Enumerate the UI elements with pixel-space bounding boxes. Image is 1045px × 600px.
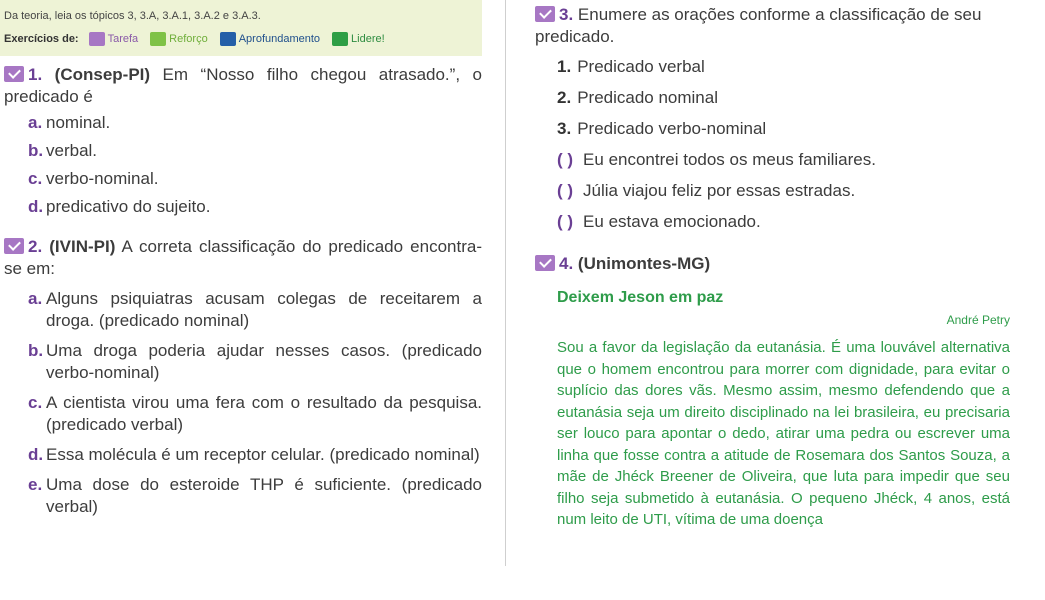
category-label: Tarefa xyxy=(107,33,139,45)
left-column xyxy=(4,64,482,518)
aprofundamento-icon xyxy=(220,32,236,46)
option-d: d. predicativo do sujeito. xyxy=(28,197,211,216)
option-b: b. Uma droga poderia ajudar nesses casos. (predicado verbo-nominal) xyxy=(28,341,482,382)
tarefa-check-icon xyxy=(535,6,555,22)
tarefa-icon xyxy=(89,32,105,46)
category-reforco xyxy=(150,32,208,46)
answer-item: ( ) Eu estava emocionado. xyxy=(557,212,761,231)
option-c: c. A cientista virou uma fera com o resultado da pesquisa. (predicado verbal) xyxy=(28,393,482,434)
category-aprofundamento xyxy=(220,32,320,46)
text-body: Sou a favor da legislação da eutanásia. É uma louvável alternativa que o homem encontrou para morrer com dignidade, para evitar o suplício das dores vãs. Mesmo assim, mesmo defendendo que a eutanásia seja um direito disciplinado na lei brasileira, eu precisaria ser louco para apontar o dedo, atirar uma pedra ou escrever uma linha que fosse contra a atitude de Rosemara dos Santos Souza, a mãe de Jhéck Breener de Oliveira, que luta para impedir que seu filho seja submetido à eutanásia. O pequeno Jhéck, 4 anos, está num leito de UTI, vítima de uma doença xyxy=(557,339,1010,528)
category-tarefa xyxy=(89,32,139,46)
tarefa-check-icon xyxy=(4,66,24,82)
question-source: (Consep-PI) xyxy=(54,65,151,84)
lidere-icon xyxy=(332,32,348,46)
question-4-stem xyxy=(535,253,1010,275)
category-lidere xyxy=(332,32,385,46)
tarefa-check-icon xyxy=(4,238,24,254)
reforco-icon xyxy=(150,32,166,46)
right-column xyxy=(535,4,1010,531)
category-label: Aprofundamento xyxy=(238,33,321,45)
answer-item: ( ) Júlia viajou feliz por essas estradas. xyxy=(557,181,856,200)
exercise-banner xyxy=(0,0,482,56)
question-source: (IVIN-PI) xyxy=(49,237,116,256)
question-number: 1. xyxy=(28,65,43,84)
question-text: Em “Nosso filho chegou atrasado.”, o predicado é xyxy=(4,65,482,106)
category-label: Lidere! xyxy=(351,33,385,45)
text-author: André Petry xyxy=(946,313,1010,327)
list-item: 3. Predicado verbo-nominal xyxy=(557,119,767,138)
option-d: d. Essa molécula é um receptor celular. (predicado nominal) xyxy=(28,445,480,464)
question-number: 3. xyxy=(559,5,574,24)
exercise-categories xyxy=(4,32,397,46)
question-1-stem xyxy=(4,64,482,108)
list-item: 2. Predicado nominal xyxy=(557,88,718,107)
question-1 xyxy=(4,64,482,218)
theory-instruction: Da teoria, leia os tópicos 3, 3.A, 3.A.1, 3.A.2 e 3.A.3. xyxy=(4,10,261,22)
answer-blank[interactable]: ( ) xyxy=(557,181,574,200)
question-text: Enumere as orações conforme a classificação de seu predicado. xyxy=(535,5,982,46)
option-a: a. Alguns psiquiatras acusam colegas de receitarem a droga. (predicado nominal) xyxy=(28,289,482,330)
question-text: A correta classificação do predicado encontra-se em: xyxy=(4,237,482,278)
question-number: 2. xyxy=(28,237,43,256)
question-2 xyxy=(4,236,482,518)
exercises-label: Exercícios de: xyxy=(4,33,79,45)
list-item: 1. Predicado verbal xyxy=(557,57,705,76)
question-source: (Unimontes-MG) xyxy=(577,254,711,273)
question-3-stem xyxy=(535,4,1010,48)
question-number: 4. xyxy=(559,254,574,273)
question-3 xyxy=(535,4,1010,233)
answer-item: ( ) Eu encontrei todos os meus familiares. xyxy=(557,150,876,169)
option-a: a. nominal. xyxy=(28,113,111,132)
option-e: e. Uma dose do esteroide THP é suficiente. (predicado verbal) xyxy=(28,475,482,516)
answer-blank[interactable]: ( ) xyxy=(557,150,574,169)
answer-blank[interactable]: ( ) xyxy=(557,212,574,231)
option-c: c. verbo-nominal. xyxy=(28,169,159,188)
question-2-stem xyxy=(4,236,482,280)
question-4 xyxy=(535,253,1010,531)
tarefa-check-icon xyxy=(535,255,555,271)
category-label: Reforço xyxy=(169,33,208,45)
column-divider xyxy=(505,0,506,566)
text-title: Deixem Jeson em paz xyxy=(557,289,724,306)
option-b: b. verbal. xyxy=(28,141,98,160)
